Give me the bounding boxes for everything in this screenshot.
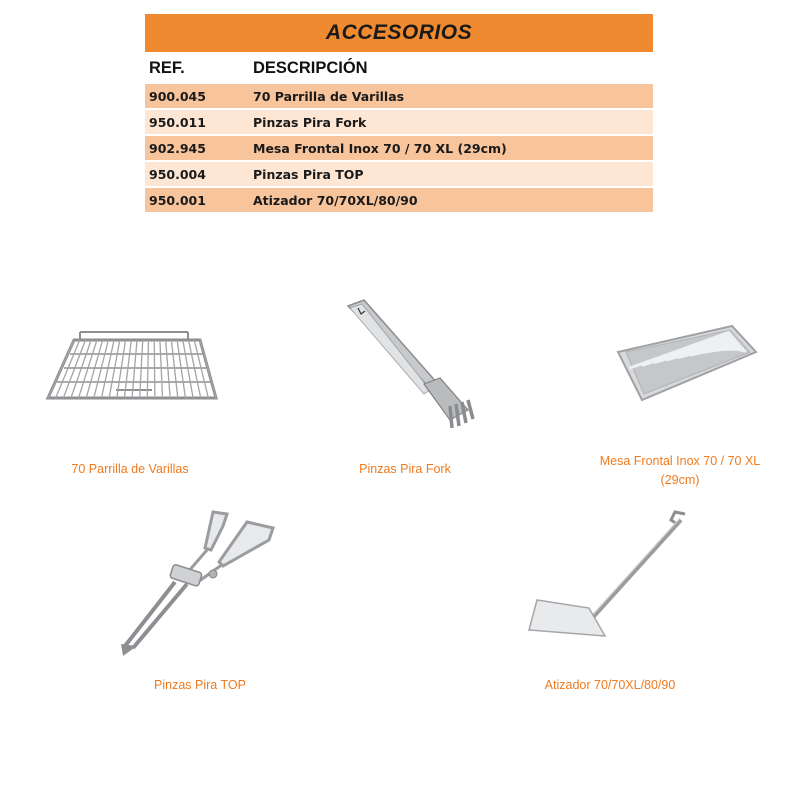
grill-image[interactable] xyxy=(40,320,230,410)
top-caption: Pinzas Pira TOP xyxy=(154,678,246,692)
accessories-table xyxy=(145,14,653,212)
row-desc: Pinzas Pira Fork xyxy=(253,114,367,130)
row-ref: 950.011 xyxy=(149,114,206,130)
table-row xyxy=(145,188,653,212)
top-tongs-image[interactable] xyxy=(115,510,285,660)
fork-caption: Pinzas Pira Fork xyxy=(359,462,451,476)
poker-caption: Atizador 70/70XL/80/90 xyxy=(544,678,676,692)
table-row xyxy=(145,162,653,186)
row-desc: 70 Parrilla de Varillas xyxy=(253,88,405,104)
table-row xyxy=(145,84,653,108)
fork-tongs-image[interactable] xyxy=(340,298,480,438)
mesa-caption xyxy=(580,452,780,490)
row-ref: 950.004 xyxy=(149,166,206,182)
mesa-frontal-image[interactable] xyxy=(612,322,762,404)
table-row xyxy=(145,110,653,134)
row-desc: Atizador 70/70XL/80/90 xyxy=(253,192,418,208)
table-header xyxy=(145,52,653,84)
table-title-bar xyxy=(145,14,653,52)
row-ref: 900.045 xyxy=(149,88,206,104)
header-desc: DESCRIPCIÓN xyxy=(253,58,368,77)
mesa-caption-line1: Mesa Frontal Inox 70 / 70 XL xyxy=(599,454,761,468)
poker-image[interactable] xyxy=(525,508,695,648)
table-title: ACCESORIOS xyxy=(325,21,473,44)
row-ref: 950.001 xyxy=(149,192,206,208)
mesa-caption-line2: (29cm) xyxy=(660,473,700,487)
row-desc: Pinzas Pira TOP xyxy=(253,166,364,182)
row-desc: Mesa Frontal Inox 70 / 70 XL (29cm) xyxy=(253,140,507,156)
grill-caption: 70 Parrilla de Varillas xyxy=(71,462,189,476)
row-ref: 902.945 xyxy=(149,140,206,156)
header-ref: REF. xyxy=(149,58,185,77)
table-row xyxy=(145,136,653,160)
